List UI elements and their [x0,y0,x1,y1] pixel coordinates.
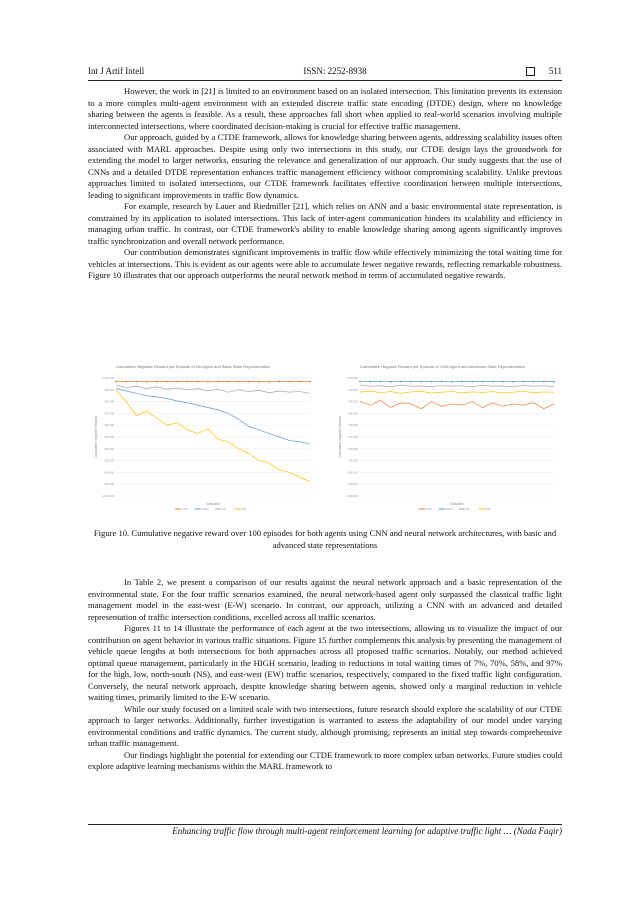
y-tick-label: -1.000.000 [345,495,358,498]
data-point [553,381,555,383]
legend-label: HIGH [446,508,453,511]
data-point [502,381,504,383]
footer-text: Enhancing traffic flow through multi-agent reinforcement learning for adaptive traffic light … (Nada Faqir) [172,826,562,836]
legend-label: NS [466,508,470,511]
data-point [258,381,260,383]
data-point [146,381,148,383]
y-tick-label: -400.000 [103,424,114,428]
data-point [410,381,412,383]
page-footer [88,826,562,836]
y-tick-label: 0.000.000 [346,377,358,380]
paragraph: Figures 11 to 14 illustrate the performance of each agent at the two intersections, allowing us to visualize the impact of our contribution on agent behavior in various traffic situations. Figure 15 further complements this analysis by presenting the management of vehicle queue lengths at both intersections for both approaches across all proposed traffic scenarios. Notably, our method achieved optimal queue management, particularly in the HIGH scenario, leading to reductions in total waiting times of 7%, 70%, 58%, and 97% for the high, low, north-south (NS), and east-west (EW) traffic scenarios, respectively, compared to the fixed traffic light configuration. Conversely, the neural network approach, despite knowledge sharing between agents, showed only a marginal reduction in vehicle waiting times, primarily limited to the E-W scenario. [88,623,562,702]
data-point [217,381,219,383]
y-tick-label: -1.000.000 [101,495,114,498]
data-point [176,381,178,383]
y-axis-label: Cumulative Negative Reward [338,416,342,458]
x-axis-label: Episodes [450,502,464,506]
page-number-group [526,66,562,76]
chart-title: Cumulative Negative Reward per Episode of NN Agent and Basic State Representation [116,364,271,369]
header-rule [88,80,562,81]
paragraph: Our approach, guided by a CTDE framework, allows for knowledge sharing between agents, addressing scalability issues often associated with MARL approaches. Despite using only two intersections in this study, our CTDE design lays the groundwork for extending the model to larger networks, ensuring the relevance and generalization of our approach. Our study suggests that the use of CNNs and a detailed DTDE representation enhances traffic management efficiency without compromising scalability. Unlike previous approaches limited to isolated intersections, our CTDE framework facilitates effective coordination between multiple intersections, leading to significant improvements in traffic flow dynamics. [88,132,562,200]
y-tick-label: 0.000.000 [102,377,114,380]
data-point [369,381,371,383]
data-point [125,381,127,383]
body-text-top [88,86,562,282]
chart-cnn-advanced [332,356,562,516]
data-point [227,381,229,383]
y-tick-label: -600.000 [347,447,358,451]
paragraph: While our study focused on a limited scale with two intersections, future research should explore the scalability of our CTDE approach to larger networks. Additionally, further investigation is warranted to assess the adaptability of our model under varying environmental conditions and traffic dynamics. The current study, although promising, represents an initial step towards comprehensive urban traffic management. [88,703,562,748]
data-point [441,381,443,383]
y-tick-label: -500.000 [103,436,114,439]
data-point [268,381,270,383]
chart-title: Cumulative Negative Reward per Episode of CNN Agent and Advanced State Representation [360,364,525,369]
data-point [278,381,280,383]
issn: ISSN: 2252-8938 [303,66,367,76]
data-point [248,381,250,383]
data-point [543,381,545,383]
data-point [471,381,473,383]
legend-label: EW [486,508,491,511]
data-point [512,381,514,383]
data-point [400,381,402,383]
series-line-ns [360,385,554,387]
y-axis-label: Cumulative Negative Reward [94,416,98,458]
y-tick-label: -400.000 [347,424,358,428]
y-tick-label: -100.000 [103,388,114,392]
journal-name: Int J Artif Intell [88,66,145,76]
body-text-bottom [88,577,562,773]
data-point [359,381,361,383]
legend-label: EW [242,508,247,511]
data-point [420,381,422,383]
y-tick-label: -700.000 [103,459,114,463]
paragraph: In Table 2, we present a comparison of our results against the neural network approach and a basic representation of the environmental state. For the four traffic scenarios examined, the neural network-based agent only surpassed the classical traffic light management model in the east-west (E-W) scenario. In contrast, our approach, utilizing a CNN with an advanced and detailed representation of traffic intersection conditions, excelled across all traffic scenarios. [88,577,562,622]
series-line-high [116,389,310,444]
data-point [390,381,392,383]
data-point [187,381,189,383]
x-axis-label: Episodes [206,502,220,506]
data-point [492,381,494,383]
y-tick-label: -900.000 [103,483,114,487]
data-point [482,381,484,383]
data-point [380,381,382,383]
legend-label: HIGH [202,508,209,511]
y-tick-label: -200.000 [347,400,358,404]
y-tick-label: -800.000 [347,471,358,475]
legend-label: NS [222,508,226,511]
y-tick-label: -500.000 [347,436,358,439]
paragraph: Our contribution demonstrates significant improvements in traffic flow while effectively minimizing the total waiting time for vehicles at intersections. This is evident as our agents were able to accumulate fewer negative rewards, reflecting remarkable robustness. Figure 10 illustrates that our approach outperforms the neural network method in terms of accumulated negative rewards. [88,247,562,280]
series-line-ew [360,391,554,393]
data-point [197,381,199,383]
y-tick-label: -800.000 [103,471,114,475]
data-point [289,381,291,383]
data-point [238,381,240,383]
legend-label: LOW [182,508,188,511]
data-point [461,381,463,383]
data-point [136,381,138,383]
page-header [88,63,562,79]
page-number: 511 [548,65,562,76]
data-point [451,381,453,383]
y-tick-label: -200.000 [103,400,114,404]
data-point [533,381,535,383]
data-point [431,381,433,383]
chart-nn-basic [88,356,318,516]
data-point [309,381,311,383]
data-point [207,381,209,383]
legend-label: LOW [426,508,432,511]
data-point [522,381,524,383]
y-tick-label: -100.000 [347,388,358,392]
data-point [115,381,117,383]
data-point [156,381,158,383]
y-tick-label: -300.000 [347,412,358,416]
figure-10 [88,356,562,516]
paragraph: However, the work in [21] is limited to an environment based on an isolated intersection. This limitation prevents its extension to a more complex multi-agent environment with an extended discrete traffic state encoding (DTDE) design, where no knowledge sharing between the agents is feasible. As a result, these approaches fall short when applied to real-world scenarios involving multiple interconnected intersections, where coordinated decision-making is crucial for effective traffic management. [88,86,562,131]
footer-rule [88,824,562,825]
series-line-ew [116,390,310,482]
paragraph: Our findings highlight the potential for extending our CTDE framework to more complex urban networks. Future studies could explore adaptive learning mechanisms within the MARL framework to [88,749,562,771]
figure-caption: Figure 10. Cumulative negative reward over 100 episodes for both agents using CNN and neural network architectures, with basic and advanced state representations [93,528,557,550]
y-tick-label: -900.000 [347,483,358,487]
square-icon [526,67,535,76]
y-tick-label: -700.000 [347,459,358,463]
paragraph: For example, research by Lauer and Riedmiller [21], which relies on ANN and a basic environmental state representation, is constrained by its application to isolated intersections. This lack of inter-agent communication hinders its scalability and efficiency in managing urban traffic. In contrast, our CTDE framework's ability to enable knowledge sharing among agents significantly improves traffic synchronization and overall network performance. [88,201,562,246]
y-tick-label: -600.000 [103,447,114,451]
series-line-ns [116,385,310,393]
y-tick-label: -300.000 [103,412,114,416]
data-point [166,381,168,383]
data-point [299,381,301,383]
